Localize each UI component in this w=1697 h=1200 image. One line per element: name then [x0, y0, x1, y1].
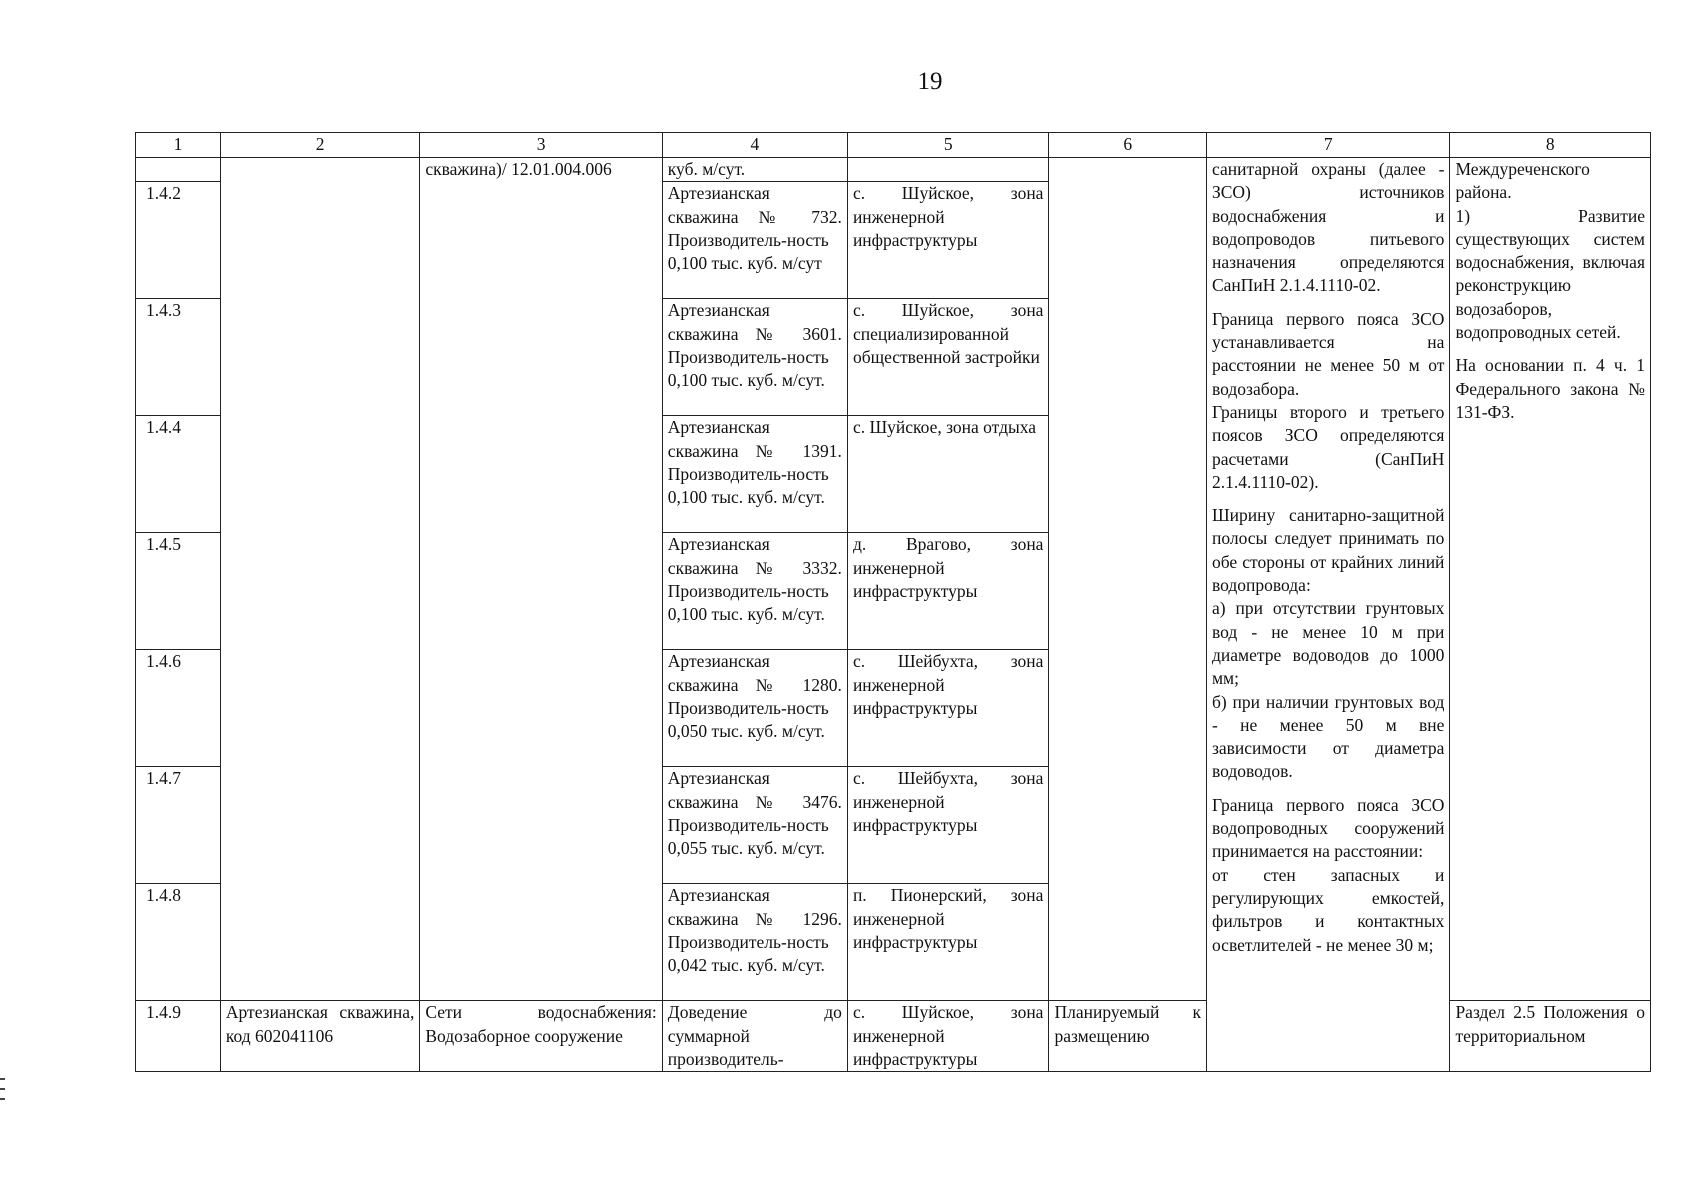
- row-number: 1.4.7: [136, 767, 221, 884]
- object-description: Доведение до суммарной производитель-: [662, 1001, 847, 1072]
- row-number: 1.4.9: [136, 1001, 221, 1072]
- row-number: 1.4.6: [136, 650, 221, 767]
- object-location: с. Шейбухта, зона инженерной инфраструктуры: [847, 767, 1049, 884]
- object-description: Артезианская скважина № 3476. Производитель-ность 0,055 тыс. куб. м/сут.: [662, 767, 847, 884]
- page-number: 19: [917, 68, 943, 95]
- zone-text-8: от стен запасных и регулирующих емкостей, фильтров и контактных осветлителей - не менее 30 м;: [1211, 864, 1445, 955]
- object-location: с. Шуйское, зона специализированной общественной застройки: [847, 299, 1049, 416]
- object-purpose: Сети водоснабжения: Водозаборное сооружение: [420, 1001, 662, 1072]
- margin-mark: [0, 1078, 5, 1100]
- object-basis: Раздел 2.5 Положения о территориальном: [1450, 1001, 1651, 1072]
- basis-text-2: 1) Развитие существующих систем водоснабжения, включая реконструкцию водозаборов, водопроводных сетей.: [1455, 205, 1645, 343]
- row-number: 1.4.5: [136, 533, 221, 650]
- header-cell-5: 5: [847, 133, 1049, 158]
- status-cell: [1049, 158, 1207, 1001]
- infrastructure-table: [135, 132, 1651, 1072]
- object-type-cell: [220, 158, 419, 1001]
- row-number-cell: [136, 158, 221, 182]
- object-location: с. Шейбухта, зона инженерной инфраструктуры: [847, 650, 1049, 767]
- row-number: 1.4.4: [136, 416, 221, 533]
- header-cell-8: 8: [1450, 133, 1651, 158]
- object-location: с. Шуйское, зона инженерной инфраструктуры: [847, 182, 1049, 299]
- zone-requirements-cell: [1206, 158, 1449, 1072]
- header-cell-1: 1: [136, 133, 221, 158]
- header-cell-2: 2: [220, 133, 419, 158]
- object-type: Артезианская скважина, код 602041106: [220, 1001, 419, 1072]
- object-status: Планируемый к размещению: [1049, 1001, 1207, 1072]
- object-location: с. Шуйское, зона инженерной инфраструктуры: [847, 1001, 1049, 1072]
- basis-text-3: На основании п. 4 ч. 1 Федерального закона № 131-ФЗ.: [1455, 355, 1645, 422]
- object-location: с. Шуйское, зона отдыха: [847, 416, 1049, 533]
- object-location: п. Пионерский, зона инженерной инфраструктуры: [847, 884, 1049, 1001]
- zone-text-4: Ширину санитарно-защитной полосы следует принимать по обе стороны от крайних линий водопровода:: [1211, 505, 1445, 596]
- object-description: Артезианская скважина № 3332. Производитель-ность 0,100 тыс. куб. м/сут.: [662, 533, 847, 650]
- capacity-cell: куб. м/сут.: [662, 158, 847, 182]
- header-row: [136, 133, 1651, 158]
- object-description: Артезианская скважина № 3601. Производитель-ность 0,100 тыс. куб. м/сут.: [662, 299, 847, 416]
- basis-text-1: Междуреченского района.: [1455, 159, 1590, 203]
- zone-text-1: санитарной охраны (далее - ЗСО) источников водоснабжения и водопроводов питьевого назначения определяются СанПиН 2.1.4.1110-02.: [1211, 159, 1445, 296]
- row-number: 1.4.8: [136, 884, 221, 1001]
- row-number: 1.4.3: [136, 299, 221, 416]
- zone-text-5: а) при отсутствии грунтовых вод - не менее 10 м при диаметре водоводов до 1000 мм;: [1211, 598, 1445, 689]
- row-number: 1.4.2: [136, 182, 221, 299]
- zone-text-2: Граница первого пояса ЗСО устанавливается на расстоянии не менее 50 м от водозабора.: [1211, 308, 1445, 399]
- code-cell: скважина)/ 12.01.004.006: [420, 158, 662, 1001]
- header-cell-4: 4: [662, 133, 847, 158]
- object-description: Артезианская скважина № 1280. Производитель-ность 0,050 тыс. куб. м/сут.: [662, 650, 847, 767]
- basis-cell: [1450, 158, 1651, 1001]
- zone-text-3: Границы второго и третьего поясов ЗСО определяются расчетами (СанПиН 2.1.4.1110-02).: [1211, 401, 1445, 492]
- zone-text-7: Граница первого пояса ЗСО водопроводных сооружений принимается на расстоянии:: [1211, 794, 1445, 862]
- header-cell-6: 6: [1049, 133, 1207, 158]
- object-description: Артезианская скважина № 732. Производитель-ность 0,100 тыс. куб. м/сут: [662, 182, 847, 299]
- header-cell-7: 7: [1206, 133, 1449, 158]
- zone-text-6: б) при наличии грунтовых вод - не менее 50 м вне зависимости от диаметра водоводов.: [1211, 691, 1445, 782]
- location-cell: [847, 158, 1049, 182]
- object-location: д. Врагово, зона инженерной инфраструктуры: [847, 533, 1049, 650]
- object-description: Артезианская скважина № 1296. Производитель-ность 0,042 тыс. куб. м/сут.: [662, 884, 847, 1001]
- header-cell-3: 3: [420, 133, 662, 158]
- continuation-row: [136, 158, 1651, 182]
- object-description: Артезианская скважина № 1391. Производитель-ность 0,100 тыс. куб. м/сут.: [662, 416, 847, 533]
